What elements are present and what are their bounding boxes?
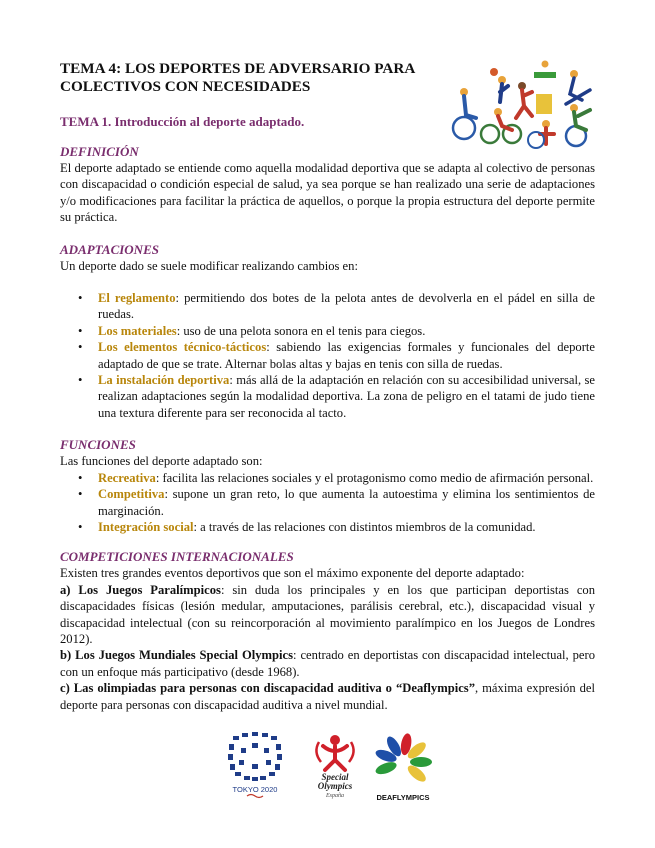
document-page [60,60,595,713]
tokyo-2020-logo [225,730,285,802]
special-logo-text-3: España [326,793,344,799]
list-item-keyword: Los elementos técnico-tácticos [98,340,267,355]
wheelchair-athlete-icon [453,88,476,139]
list-item-keyword: Competitiva [98,487,165,502]
deaflympics-logo [368,730,438,804]
adaptaciones-intro: Un deporte dado se suele modificar realizando cambios en: [60,258,358,273]
logos-row [0,730,655,810]
competicion-c-text: , máxima expresión del deporte para personas con discapacidad auditiva a nivel mundial. [60,681,595,712]
deaflympics-logo-text: DEAFLYMPICS [376,793,430,802]
list-item [60,519,595,535]
adaptaciones-list [60,290,595,421]
heading-funciones: FUNCIONES [60,437,136,453]
special-logo-text-2: Olympics [317,781,353,791]
list-item-text: : a través de las relaciones con distintos miembros de la comunidad. [193,519,536,534]
section-tema-1: TEMA 1. Introducción al deporte adaptado. [60,114,305,129]
competicion-a [60,582,595,648]
list-item [60,290,595,323]
list-item-keyword: Los materiales [98,323,177,338]
competicion-a-title: a) Los Juegos Paralímpicos [60,582,221,597]
list-item-keyword: Integración social [98,519,194,534]
competicion-c [60,680,595,713]
skier-icon [566,70,590,104]
basketball-player-icon [490,68,508,102]
competicion-b-text: : centrado en deportistas con discapacidad intelectual, pero con un enfoque más participativo (desde 1968). [60,648,596,679]
list-item-keyword: La instalación deportiva [98,373,230,388]
list-item-text: : supone un gran reto, lo que aumenta la autoestima y elimina los sentimientos de marginación. [98,487,595,518]
list-item [60,323,595,339]
podium-icon [534,61,556,115]
list-item [60,339,595,372]
competicion-c-title: c) Las olimpiadas para personas con discapacidad auditiva o “Deaflympics” [60,681,476,696]
heading-competiciones: COMPETICIONES INTERNACIONALES [60,549,294,565]
list-item-text: : facilita las relaciones sociales y el protagonismo como medio de afirmación personal. [155,470,594,485]
special-logo-text-1: Special [321,772,349,782]
document-title: TEMA 4: LOS DEPORTES DE ADVERSARIO PARA COLECTIVOS CON NECESIDADES [60,60,415,95]
list-item [60,470,595,486]
list-item-keyword: Recreativa [98,470,156,485]
cyclist-icon [481,108,521,143]
funciones-list [60,470,595,536]
special-olympics-logo [305,732,365,802]
heading-adaptaciones: ADAPTACIONES [60,241,159,257]
funciones-intro: Las funciones del deporte adaptado son: [60,454,263,469]
competicion-b-title: b) Los Juegos Mundiales Special Olympics [60,648,294,663]
list-item-text: : permitiendo dos botes de la pelota antes de devolverla en el pádel en silla de ruedas. [98,291,595,322]
list-item [60,372,595,421]
list-item-text: : uso de una pelota sonora en el tenis para ciegos. [176,323,426,338]
wheelchair-tennis-icon [566,104,590,146]
adapted-sports-illustration [450,60,595,150]
list-item-text: : sabiendo las exigencias formales y funcionales del deporte adaptado de que se trate. Alternar bolas altas y bajas en tenis con silla de ruedas. [98,340,595,371]
runner-icon [516,82,532,118]
competicion-a-text: : sin duda los principales y en los que participan deportistas con discapacidades físicas (lesión medular, amputaciones, parálisis cerebral, etc.), discapacidad visual y discapacidad intelectual (con su reincorporación al movimiento paralímpico en los Juegos de Londres 2012). [60,582,595,646]
competiciones-intro: Existen tres grandes eventos deportivos que son el máximo exponente del deporte adaptado: [60,566,525,581]
definicion-text: El deporte adaptado se entiende como aquella modalidad deportiva que se adapta al colectivo de personas con discapacidad o condición especial de salud, ya sea porque se han realizado una serie de adaptaciones y/o modificaciones para facilitar la práctica de aquellos, o porque la propia estructura del deporte permite su práctica. [60,161,595,225]
list-item [60,486,595,519]
list-item-keyword: El reglamento [98,291,176,306]
heading-definicion: DEFINICIÓN [60,144,139,159]
tokyo-logo-text: TOKYO 2020 [232,785,278,794]
competicion-b [60,647,595,680]
list-item-text: : más allá de la adaptación en relación con su accesibilidad universal, se realizan adaptaciones según la modalidad deportiva. La zona de peligro en el tatami de judo tiene una textura diferente para ser reconocida al tacto. [98,373,595,420]
archer-icon [528,120,554,148]
